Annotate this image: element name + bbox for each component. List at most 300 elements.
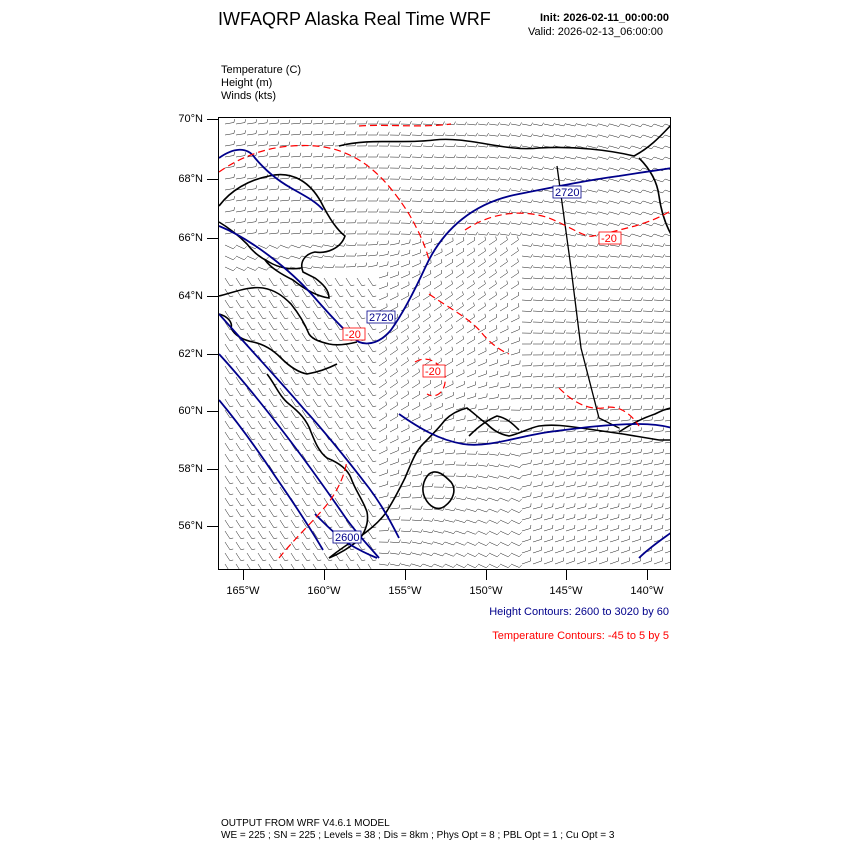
wind-barb-feather — [663, 492, 664, 496]
wind-barb — [445, 553, 453, 556]
wind-barb — [379, 473, 388, 476]
wind-barb-feather — [507, 303, 508, 306]
wind-barb — [588, 387, 597, 388]
wind-barb-feather — [399, 121, 400, 124]
wind-barb-feather — [432, 198, 433, 201]
wind-barb — [247, 531, 252, 539]
wind-barb-feather — [465, 133, 467, 136]
wind-barb-feather — [608, 254, 610, 257]
wind-barb-feather — [245, 185, 246, 188]
wind-barb — [379, 383, 386, 388]
wind-barb — [588, 212, 597, 214]
wind-barb-feather — [318, 373, 321, 374]
wind-barb-feather — [388, 198, 389, 201]
wind-barb-feather — [597, 460, 598, 463]
wind-barb — [401, 383, 409, 388]
wind-barb — [489, 363, 498, 366]
wind-barb — [346, 498, 351, 506]
wind-barb-feather — [586, 417, 587, 420]
wind-barb-feather — [256, 130, 257, 133]
wind-barb — [236, 531, 241, 539]
wind-barb — [423, 452, 432, 454]
wind-barb-feather — [366, 209, 367, 212]
wind-barb — [610, 420, 619, 421]
wind-barb-feather — [518, 236, 519, 239]
wind-barb-feather — [586, 482, 587, 485]
wind-barb — [478, 234, 487, 235]
wind-barb — [588, 377, 597, 378]
wind-barb-feather — [465, 155, 467, 158]
wind-barb-feather — [531, 134, 533, 137]
wind-barb — [225, 211, 234, 213]
wind-barb-feather — [277, 257, 279, 260]
wind-barb-feather — [630, 471, 631, 475]
wind-barb — [401, 405, 409, 410]
wind-barb-feather — [641, 406, 642, 409]
wind-barb-feather — [388, 121, 389, 124]
wind-barb — [588, 496, 597, 498]
wind-barb-feather — [531, 287, 533, 290]
wind-barb — [555, 485, 564, 487]
wind-barb-feather — [465, 531, 467, 534]
wind-barb — [368, 377, 373, 385]
wind-barb-feather — [520, 384, 521, 387]
wind-barb — [434, 350, 442, 355]
wind-barb-feather — [641, 427, 642, 430]
wind-barb-feather — [419, 314, 420, 317]
wind-barb-feather — [454, 122, 456, 125]
wind-barb — [544, 377, 553, 378]
wind-barb-feather — [564, 243, 566, 246]
wind-barb-feather — [531, 297, 533, 300]
wind-barb-feather — [289, 131, 290, 134]
wind-barb — [643, 485, 652, 487]
wind-barb — [555, 124, 564, 126]
wind-barb — [335, 300, 340, 308]
wind-barb-feather — [274, 329, 277, 330]
wind-barb-feather — [355, 121, 356, 124]
wind-barb — [632, 398, 641, 399]
wind-barb-feather — [586, 384, 587, 387]
wind-barb — [236, 344, 241, 352]
wind-barb-feather — [340, 527, 343, 528]
wind-barb — [467, 509, 476, 512]
wind-barb-feather — [432, 121, 433, 124]
lon-tick — [324, 570, 325, 580]
wind-barb — [445, 241, 453, 245]
wind-barb-feather — [463, 314, 464, 317]
wind-barb — [511, 376, 520, 378]
wind-barb-feather — [575, 492, 576, 496]
wind-barb-feather — [318, 285, 321, 286]
wind-barb-feather — [285, 472, 288, 473]
wind-barb-feather — [252, 362, 255, 363]
wind-barb — [368, 476, 373, 484]
wind-barb-feather — [519, 554, 522, 557]
wind-barb-feather — [419, 303, 420, 307]
wind-barb-feather — [362, 439, 365, 440]
wind-barb — [368, 509, 373, 517]
wind-barb-feather — [419, 335, 420, 338]
wind-barb — [522, 387, 531, 388]
wind-barb — [489, 329, 497, 333]
wind-barb-feather — [476, 122, 478, 125]
wind-barb — [291, 377, 296, 385]
wind-barb-feather — [377, 220, 378, 223]
wind-barb-feather — [285, 329, 288, 330]
wind-barb — [555, 561, 564, 564]
wind-barb-feather — [553, 178, 555, 181]
wind-barb — [313, 410, 318, 418]
wind-barb — [423, 339, 430, 344]
wind-barb-feather — [344, 264, 345, 267]
wind-barb-feather — [296, 505, 299, 506]
wind-barb-feather — [608, 341, 609, 344]
wind-barb-feather — [597, 417, 598, 420]
wind-barb — [456, 179, 465, 180]
wind-barb-feather — [586, 438, 587, 441]
wind-barb-feather — [421, 506, 422, 509]
wind-barb — [522, 507, 531, 509]
wind-barb — [291, 432, 296, 440]
wind-barb — [247, 278, 252, 286]
wind-barb — [379, 450, 387, 454]
wind-barb — [500, 375, 509, 377]
wind-barb-feather — [564, 438, 565, 441]
wind-barb — [236, 399, 241, 407]
wind-barb — [533, 507, 542, 509]
wind-barb-feather — [373, 406, 376, 407]
wind-barb — [533, 485, 542, 487]
lat-label-68: 68°N — [178, 173, 203, 185]
wind-barb — [643, 311, 652, 312]
wind-barb-feather — [586, 449, 587, 452]
wind-barb — [236, 520, 241, 528]
wind-barb — [489, 273, 496, 278]
wind-barb — [335, 564, 340, 570]
plot-title: IWFAQRP Alaska Real Time WRF — [218, 9, 491, 29]
wind-barb-feather — [553, 492, 554, 496]
wind-barb-feather — [652, 223, 654, 226]
wind-barb-feather — [432, 220, 433, 223]
wind-barb — [346, 432, 351, 440]
wind-barb — [511, 157, 520, 159]
wind-barb-feather — [465, 508, 467, 511]
wind-barb-feather — [608, 212, 610, 215]
wind-barb — [456, 146, 465, 147]
wind-barb-feather — [377, 252, 378, 255]
wind-barb — [610, 507, 619, 509]
wind-barb-feather — [487, 188, 489, 191]
wind-barb-feather — [300, 230, 301, 233]
wind-barb-feather — [263, 450, 266, 451]
wind-barb-feather — [366, 143, 367, 146]
height-label: 2720 — [555, 187, 580, 199]
wind-barb-feather — [597, 330, 598, 333]
wind-barb-feather — [630, 406, 631, 409]
wind-barb — [566, 528, 575, 531]
wind-barb-feather — [507, 292, 508, 295]
wind-barb — [467, 179, 476, 180]
wind-barb — [544, 124, 553, 126]
wind-barb — [412, 520, 421, 521]
temperature-label: -20 — [601, 233, 617, 245]
wind-barb-feather — [597, 243, 599, 246]
wind-barb-feather — [432, 518, 434, 521]
wind-barb-feather — [508, 499, 510, 502]
wind-barb-feather — [454, 531, 456, 534]
wind-barb — [643, 453, 652, 455]
wind-barb-feather — [344, 254, 346, 257]
wind-barb-feather — [641, 243, 643, 246]
wind-barb — [555, 256, 564, 257]
wind-barb-feather — [454, 177, 456, 180]
wind-barb-feather — [285, 417, 288, 418]
wind-barb — [643, 539, 652, 542]
wind-barb — [291, 454, 296, 462]
wind-barb — [665, 124, 671, 127]
wind-barb — [412, 542, 421, 544]
wind-barb — [478, 520, 486, 523]
wind-barb — [632, 463, 641, 465]
wind-barb — [434, 317, 441, 322]
wind-barb — [247, 553, 252, 561]
wind-barb-feather — [641, 212, 643, 215]
wind-barb-feather — [366, 132, 367, 135]
wind-barb-feather — [333, 230, 334, 233]
wind-barb-feather — [432, 143, 433, 146]
wind-barb — [368, 465, 373, 473]
wind-barb-feather — [564, 482, 565, 485]
wind-barb — [533, 179, 542, 181]
wind-barb — [401, 253, 410, 256]
wind-barb-feather — [498, 166, 500, 169]
wind-barb-feather — [408, 336, 409, 339]
cook-inlet — [423, 408, 671, 444]
wind-barb-feather — [463, 270, 464, 273]
wind-barb-feather — [263, 340, 266, 341]
wind-barb — [434, 273, 442, 278]
wind-barb-feather — [344, 208, 345, 211]
wind-barb — [599, 518, 608, 520]
wind-barb — [280, 542, 285, 550]
wind-barb — [324, 179, 333, 180]
wind-barb-feather — [252, 494, 255, 495]
wind-barb-feather — [497, 510, 499, 513]
wind-barb-feather — [377, 198, 378, 201]
wind-barb-feather — [509, 199, 511, 202]
wind-barb — [291, 156, 300, 157]
wind-barb-feather — [465, 450, 466, 453]
wind-barb — [225, 465, 230, 473]
wind-barb — [555, 550, 564, 553]
wind-barb-feather — [443, 461, 444, 464]
wind-barb-feather — [553, 200, 555, 203]
wind-barb-feather — [397, 380, 398, 383]
wind-barb — [632, 135, 641, 138]
wind-barb — [390, 564, 399, 566]
wind-barb — [346, 410, 351, 418]
wind-barb — [401, 462, 410, 465]
wind-barb — [632, 550, 641, 553]
wind-barb-feather — [252, 461, 255, 462]
wind-barb — [357, 421, 362, 429]
wind-barb — [434, 453, 443, 455]
wind-barb-feather — [652, 254, 654, 257]
wind-barb — [346, 377, 351, 385]
wind-barb — [456, 419, 465, 421]
wind-barb — [588, 442, 597, 443]
wind-barb-feather — [553, 265, 555, 268]
wind-barb-feather — [619, 460, 620, 463]
wind-barb — [654, 474, 663, 476]
wind-barb — [489, 295, 497, 300]
wind-barb — [478, 306, 486, 311]
wind-barb-feather — [430, 324, 431, 327]
wind-barb — [544, 442, 553, 443]
init-time: Init: 2026-02-11_00:00:00 — [540, 12, 670, 24]
wind-barb — [379, 275, 388, 278]
wind-barb-feather — [399, 154, 400, 157]
wind-barb — [500, 387, 509, 389]
wind-barb-feather — [465, 497, 467, 500]
wind-barb — [500, 341, 508, 345]
wind-barb-feather — [520, 395, 521, 398]
wind-barb-feather — [641, 341, 642, 344]
wind-barb-feather — [475, 565, 478, 568]
wind-barb-feather — [597, 200, 599, 203]
wind-barb — [335, 311, 340, 319]
wind-barb — [610, 561, 619, 564]
wind-barb-feather — [289, 208, 290, 211]
wind-barb — [610, 245, 619, 246]
wind-barb — [621, 453, 630, 455]
wind-barb — [291, 509, 296, 517]
wind-barb-feather — [355, 165, 356, 168]
wind-barb — [665, 387, 671, 388]
wind-barb — [324, 553, 329, 561]
wind-barb — [225, 333, 230, 341]
wind-barb-feather — [619, 254, 621, 257]
wind-barb — [489, 498, 498, 501]
wind-barb-feather — [619, 201, 621, 204]
wind-barb-feather — [373, 417, 376, 418]
wind-barb-feather — [307, 384, 310, 385]
wind-barb — [324, 564, 329, 570]
wind-barb — [247, 200, 256, 201]
wind-barb-feather — [399, 176, 400, 179]
wind-barb — [445, 223, 454, 224]
wind-barb-feather — [351, 384, 354, 385]
lat-label-64: 64°N — [178, 290, 203, 302]
wind-barb — [610, 278, 619, 279]
wind-barb — [247, 322, 252, 330]
wind-barb — [379, 361, 386, 366]
wind-barb — [621, 528, 630, 531]
wind-barb — [379, 564, 388, 565]
wind-barb-feather — [408, 391, 409, 394]
wind-barb-feather — [630, 146, 632, 149]
wind-barb — [390, 361, 397, 366]
wind-barb-feather — [351, 307, 354, 308]
wind-barb-feather — [586, 460, 587, 463]
wind-barb — [434, 418, 443, 421]
wind-barb — [357, 278, 362, 286]
wind-barb — [511, 531, 519, 535]
wind-barb — [610, 496, 619, 498]
wind-barb — [247, 233, 256, 234]
wind-barb-feather — [452, 259, 453, 262]
wind-barb-feather — [322, 131, 323, 134]
wind-barb — [654, 442, 663, 443]
wind-barb — [500, 476, 509, 479]
wind-barb — [236, 355, 241, 363]
wind-barb — [489, 135, 498, 136]
wind-barb-feather — [230, 494, 233, 495]
wind-barb-feather — [542, 341, 543, 344]
wind-barb-feather — [597, 449, 598, 452]
wind-barb — [632, 528, 641, 531]
wind-barb — [302, 542, 307, 550]
wind-barb-feather — [553, 427, 554, 430]
wind-barb — [489, 223, 498, 224]
wind-barb — [280, 300, 285, 308]
wind-barb-feather — [410, 132, 411, 135]
wind-barb-feather — [641, 135, 643, 138]
wind-barb — [489, 262, 496, 267]
wind-barb-feather — [597, 123, 599, 126]
wind-barb — [577, 561, 586, 564]
wind-barb — [423, 328, 430, 333]
wind-barb-feather — [641, 234, 643, 237]
wind-barb — [566, 311, 575, 312]
wind-barb-feather — [597, 384, 598, 387]
wind-barb — [346, 278, 351, 286]
wind-barb-feather — [241, 307, 244, 308]
wind-barb-feather — [597, 341, 598, 344]
wind-barb-feather — [608, 265, 610, 268]
wind-barb-feather — [663, 319, 664, 322]
wind-barb-feather — [285, 318, 288, 319]
wind-barb — [654, 256, 663, 257]
wind-barb — [302, 443, 307, 451]
wind-barb-feather — [366, 121, 367, 124]
wind-barb — [654, 550, 663, 553]
wind-barb-feather — [274, 373, 277, 374]
wind-barb-feather — [542, 384, 543, 387]
wind-barb — [258, 289, 263, 297]
wind-barb-feather — [344, 243, 346, 246]
wind-barb — [489, 317, 497, 322]
wind-barb-feather — [230, 340, 233, 341]
wind-barb — [269, 421, 274, 429]
wind-barb — [335, 465, 340, 473]
wind-barb-feather — [508, 510, 510, 513]
wind-barb-feather — [452, 313, 453, 316]
wind-barb-feather — [252, 472, 255, 473]
wind-barb — [665, 267, 671, 268]
wind-barb-feather — [474, 291, 475, 294]
wind-barb — [258, 487, 263, 495]
wind-barb — [434, 284, 442, 289]
wind-barb — [456, 431, 465, 433]
wind-barb-feather — [597, 211, 599, 214]
temperature-contour-note: Temperature Contours: -45 to 5 by 5 — [492, 630, 669, 642]
wind-barb — [467, 157, 476, 158]
wind-barb-feather — [663, 460, 664, 463]
wind-barb-feather — [432, 209, 433, 212]
wind-barb-feather — [575, 156, 577, 159]
